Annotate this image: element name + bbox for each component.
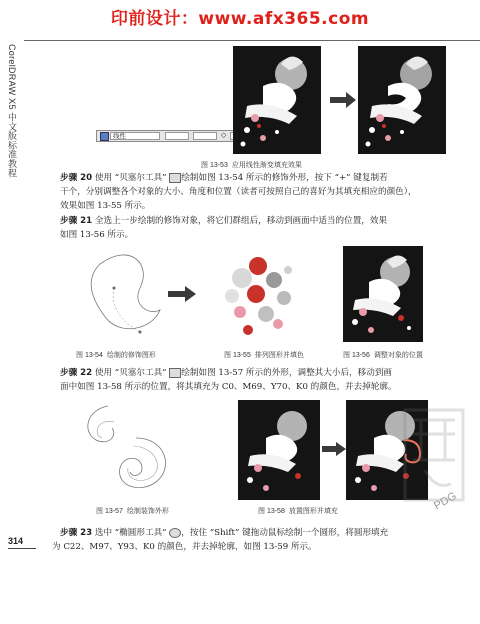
ornament-outline-13-54 [80,244,170,344]
artwork-13-53-after [358,46,446,154]
mode-select: 线性 [110,132,160,140]
bezier-tool-icon [169,368,181,378]
caption-13-54: 图 13-54 绘制的修饰图形 [76,351,156,359]
field-2 [165,132,189,140]
library-stamp-icon [395,400,473,513]
caption-13-53: 图 13-53 应用线性渐变填充效果 [201,161,302,169]
page-number: 314 [8,536,24,546]
arrow-right-icon [168,286,196,302]
arrow-right-icon [322,442,346,456]
step-20: 步骤 20 使用 “贝塞尔工具” 绘制如图 13-54 所示的修饰外形，按下 “+” 键复制若 干个，分别调整各个对象的大小、角度和位置（读者可按照自己的喜好为其填充相应的颜色）， 效果如图 13-55 所示。 [60,173,417,211]
watermark-url: 印前设计：www.afx365.com [110,9,370,29]
arrow-right-icon [330,92,356,108]
gradient-toolbar [96,130,252,142]
field-3 [193,132,217,140]
artwork-13-53-before [233,46,321,154]
arranged-shapes-13-55 [218,250,310,342]
step-22: 步骤 22 使用 “贝塞尔工具” 绘制如图 13-57 所示的外形，调整其大小后，移动到画 面中如图 13-58 所示的位置，将其填充为 C0、M69、Y70、K0 的颜色，并去掉轮廓。 [60,368,397,392]
caption-13-55: 图 13-55 排列图形并填色 [224,351,304,359]
swirl-outline-13-57 [78,398,178,494]
caption-13-58: 图 13-58 放置图形并填充 [258,507,338,515]
page-number-rule [8,548,36,549]
spinner-icon: ◇ [221,132,227,139]
artwork-13-58-before [238,400,320,500]
caption-13-56: 图 13-56 调整对象的位置 [343,351,423,359]
caption-13-57: 图 13-57 绘制装饰外形 [96,507,169,515]
ellipse-tool-icon [169,528,181,538]
step-23: 步骤 23 选中 “椭圆形工具” ，按住 “Shift” 键拖动鼠标绘制一个圆形，将圆形填充 为 C22、M97、Y93、K0 的颜色，并去掉轮廓，如图 13-59 所示。 [52,528,389,552]
step-21: 步骤 21 全选上一步绘制的修饰对象，将它们群组后，移动到画面中适当的位置，效果 如图 13-56 所示。 [60,216,388,240]
header-rule [24,40,480,41]
side-title: CorelDRAW X5 中文版标准教程 [7,44,17,178]
bezier-tool-icon [169,173,181,183]
artwork-13-56 [343,246,423,342]
fill-icon [100,132,109,141]
stamp-text: PDG [432,490,459,513]
